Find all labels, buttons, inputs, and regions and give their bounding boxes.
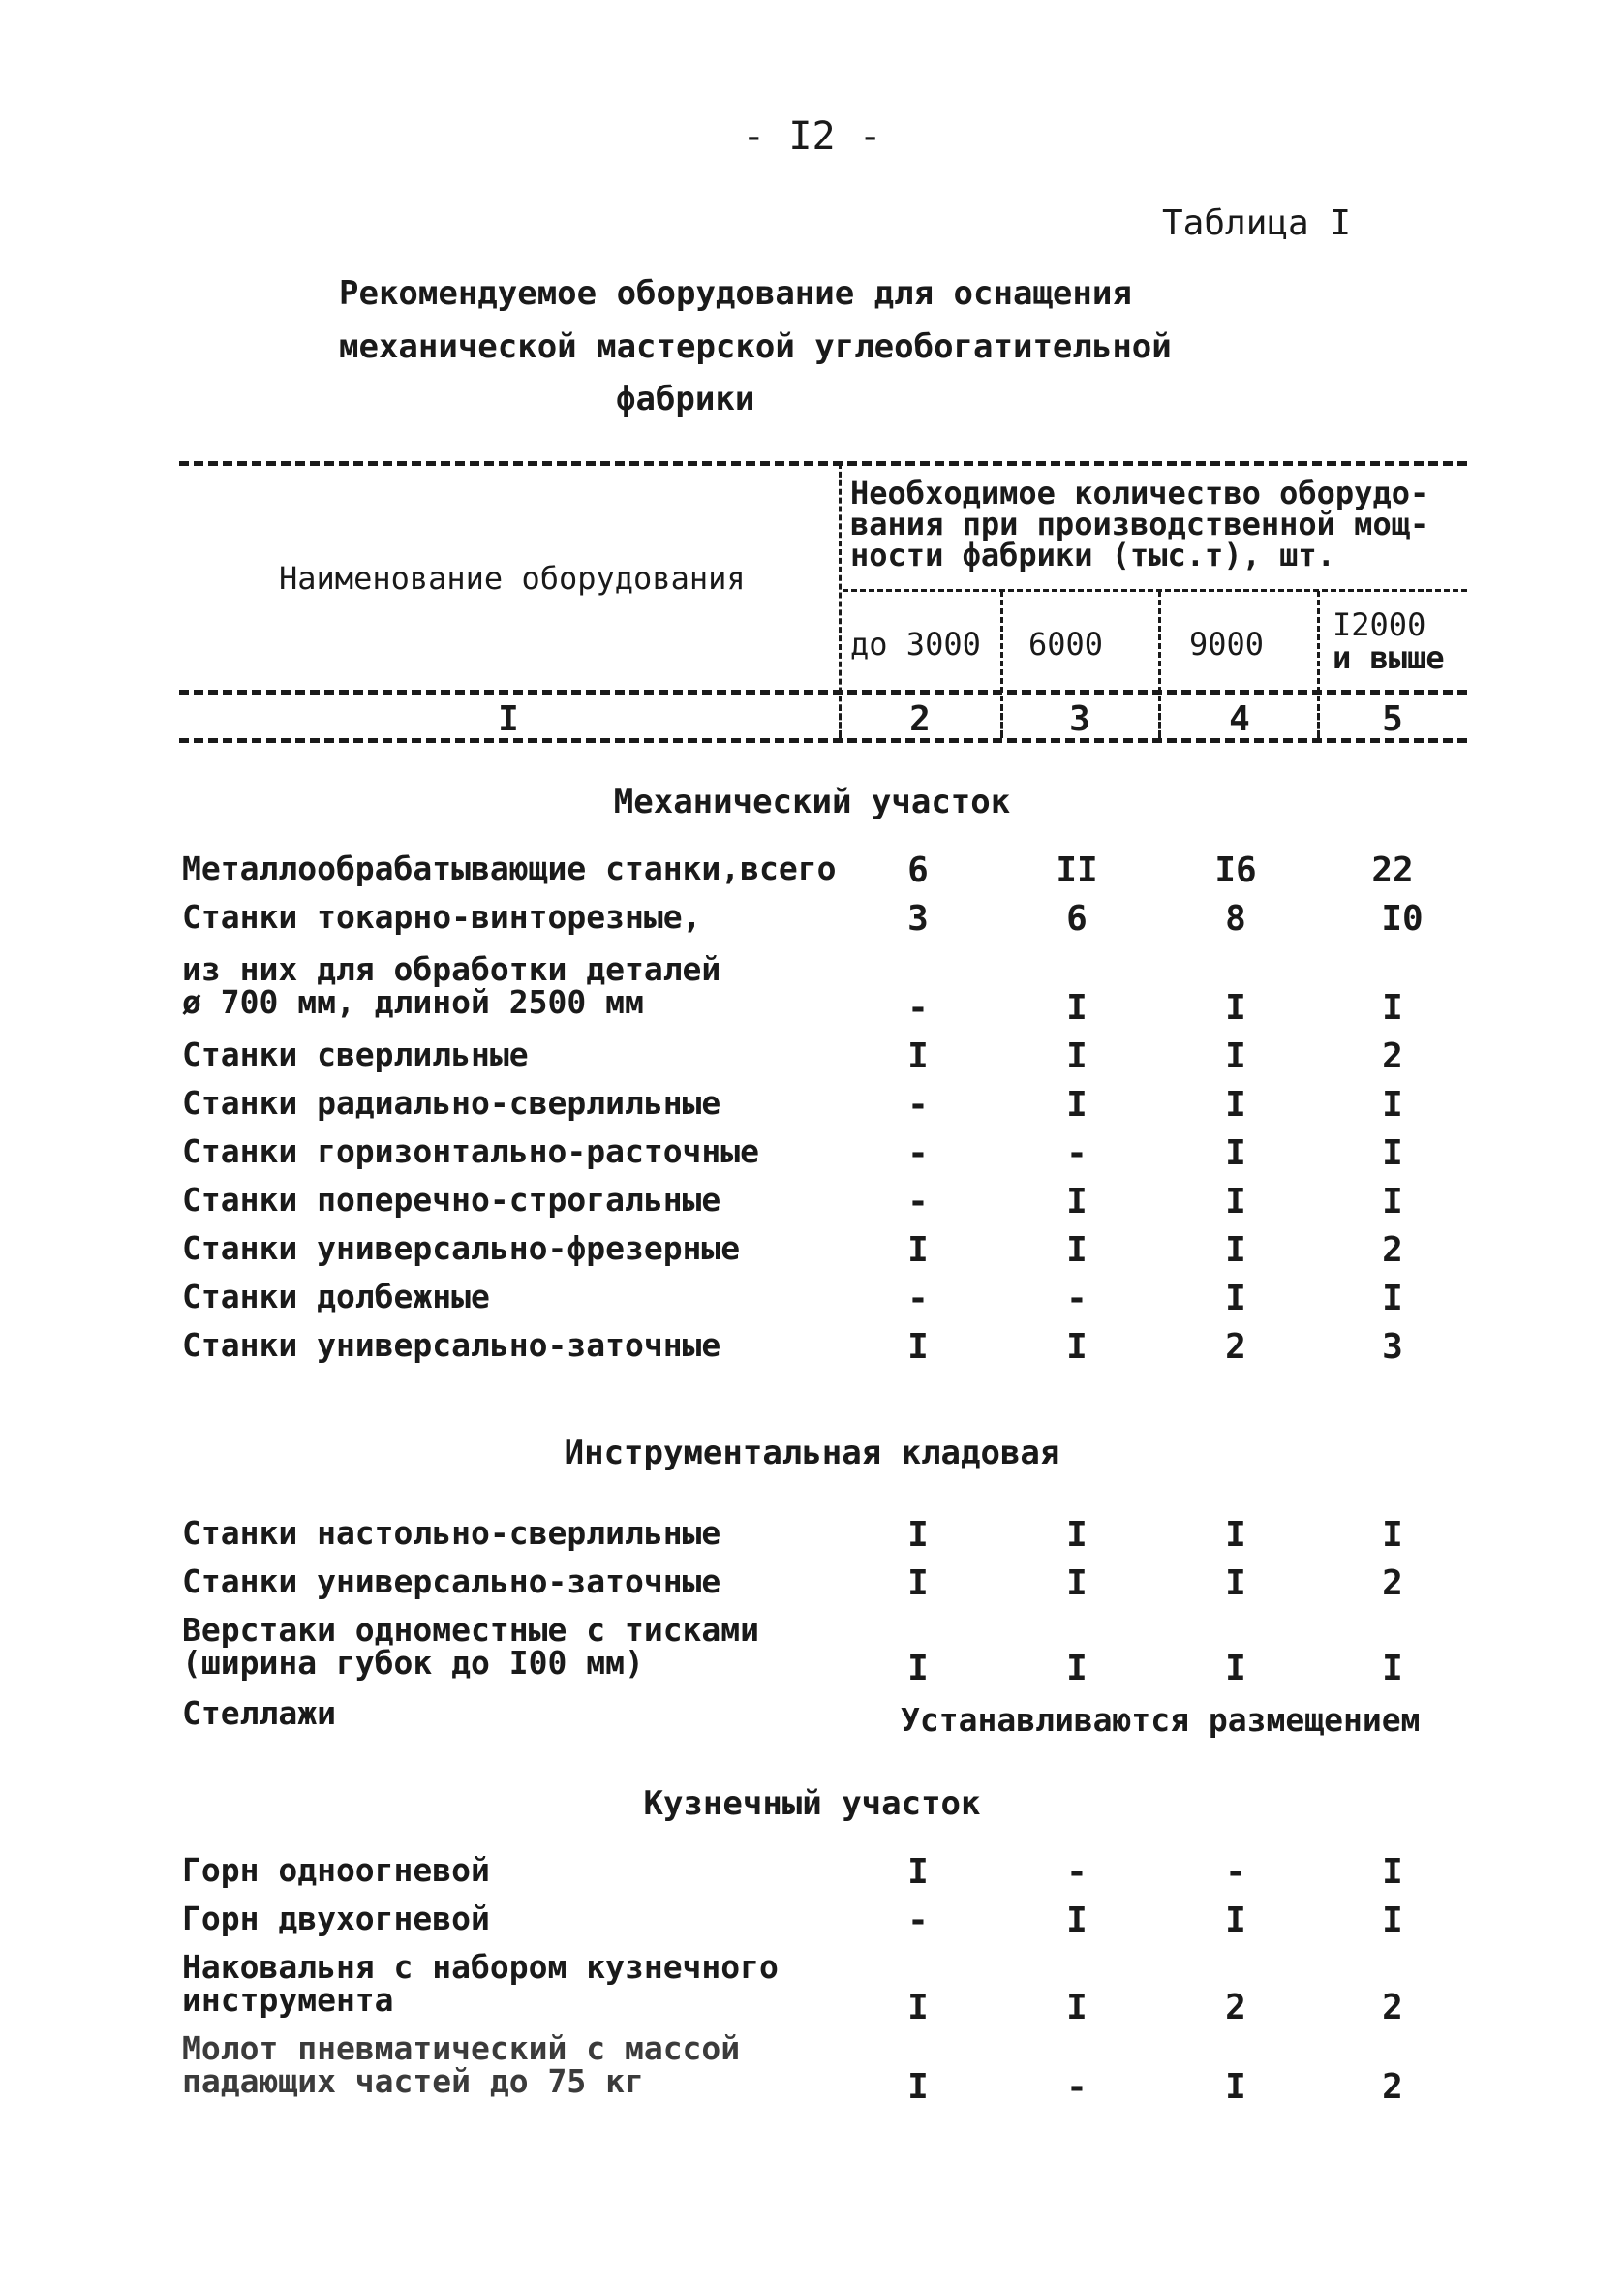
row-value: - — [907, 1085, 929, 1125]
column-number-3: 3 — [1069, 699, 1090, 739]
colnum-divider-4 — [1317, 705, 1320, 738]
row-value: I0 — [1381, 899, 1424, 939]
row-name: Станки долбежные — [182, 1278, 490, 1315]
row-value: I — [1382, 1649, 1403, 1688]
row-value: I — [1382, 1182, 1403, 1221]
column-number-4: 4 — [1229, 699, 1250, 739]
row-value: I — [1225, 1036, 1246, 1076]
row-value: 2 — [1382, 1036, 1403, 1076]
row-value: I — [1066, 1036, 1088, 1076]
column-number-1: I — [498, 699, 519, 739]
row-value: I — [1225, 1563, 1246, 1603]
row-value: 3 — [907, 899, 929, 939]
header-middle-rule — [179, 690, 1467, 695]
row-value: I — [1066, 1085, 1088, 1125]
row-value: I — [1382, 988, 1403, 1028]
row-name: Станки универсально-фрезерные — [182, 1229, 741, 1267]
row-value: I — [1225, 1515, 1246, 1555]
row-value: I — [1225, 1133, 1246, 1173]
header-divider-name — [839, 463, 842, 736]
row-name-cont: (ширина губок до I00 мм) — [182, 1644, 644, 1682]
row-value: I — [907, 1230, 929, 1270]
column-number-5: 5 — [1382, 699, 1403, 739]
row-value: I — [907, 1563, 929, 1603]
row-value: I — [1382, 1852, 1403, 1892]
section-title-forge: Кузнечный участок — [643, 1784, 981, 1823]
row-value: I — [1066, 1327, 1088, 1367]
row-value: II — [1056, 850, 1098, 890]
row-value: - — [907, 1279, 929, 1318]
row-value: - — [907, 988, 929, 1028]
row-value: I — [907, 2067, 929, 2107]
header-bottom-rule — [179, 738, 1467, 743]
row-value: I — [1225, 1085, 1246, 1125]
row-value: I — [1382, 1901, 1403, 1940]
row-value: - — [907, 1182, 929, 1221]
row-value: 2 — [1382, 1230, 1403, 1270]
row-value: - — [907, 1133, 929, 1173]
row-name: Горн одноогневой — [182, 1851, 490, 1889]
header-capacity-rule — [843, 589, 1467, 592]
header-capacity-2: 6000 — [1028, 626, 1104, 663]
header-capacity-4-suffix: и выше — [1333, 639, 1445, 676]
header-quantity-line-2: вания при производственной мощ- — [850, 506, 1429, 542]
row-value: I — [1225, 1230, 1246, 1270]
row-value: I — [907, 1036, 929, 1076]
row-value: I — [907, 1515, 929, 1555]
row-value: I — [1066, 1988, 1088, 2027]
row-name: Наковальня с набором кузнечного — [182, 1948, 779, 1986]
caption-line-1: Рекомендуемое оборудование для оснащения — [339, 274, 1132, 313]
row-name-cont: ø 700 мм, длиной 2500 мм — [182, 983, 644, 1021]
header-capacity-1: до 3000 — [850, 626, 981, 663]
row-value: 2 — [1225, 1988, 1246, 2027]
row-name: Станки поперечно-строгальные — [182, 1181, 721, 1219]
row-value: 2 — [1225, 1327, 1246, 1367]
row-value: I — [1382, 1279, 1403, 1318]
page-number: - I2 - — [742, 114, 882, 159]
row-value: I — [1066, 1649, 1088, 1688]
row-value: 3 — [1382, 1327, 1403, 1367]
row-name: Стеллажи — [182, 1694, 336, 1732]
header-quantity-line-1: Необходимое количество оборудо- — [850, 475, 1429, 511]
caption-line-2: механической мастерской углеобогатительной — [339, 327, 1172, 366]
section-title-mechanical: Механический участок — [613, 783, 1011, 821]
row-value: - — [1066, 1852, 1088, 1892]
header-top-rule — [179, 461, 1467, 466]
column-number-2: 2 — [909, 699, 931, 739]
row-name: Станки сверлильные — [182, 1036, 529, 1073]
row-value: I — [1066, 1230, 1088, 1270]
colnum-divider-2 — [1000, 705, 1003, 738]
row-value: 6 — [1066, 899, 1088, 939]
header-capacity-4: I2000 — [1333, 606, 1426, 643]
row-name: Верстаки одноместные с тисками — [182, 1611, 760, 1649]
row-value: 22 — [1371, 850, 1414, 890]
row-name: Станки радиально-сверлильные — [182, 1084, 721, 1122]
row-value: I — [907, 1988, 929, 2027]
row-name-cont: инструмента — [182, 1981, 394, 2019]
row-value: I — [1382, 1133, 1403, 1173]
row-name: Металлообрабатывающие станки,всего — [182, 850, 837, 887]
row-name: Станки настольно-сверлильные — [182, 1514, 721, 1552]
row-value: - — [1225, 1852, 1246, 1892]
row-value: I — [1066, 1563, 1088, 1603]
row-value: I — [1066, 1515, 1088, 1555]
row-name: Станки токарно-винторезные, — [182, 898, 702, 936]
row-value: 6 — [907, 850, 929, 890]
row-name: Станки универсально-заточные — [182, 1562, 721, 1600]
row-value: I — [907, 1327, 929, 1367]
row-value: I — [1225, 1182, 1246, 1221]
row-value: I — [1066, 988, 1088, 1028]
row-value: 2 — [1382, 2067, 1403, 2107]
row-value: I — [1225, 988, 1246, 1028]
header-capacity-3: 9000 — [1189, 626, 1265, 663]
row-value: 8 — [1225, 899, 1246, 939]
row-value: I — [1225, 1279, 1246, 1318]
row-value: I — [1225, 1649, 1246, 1688]
row-value: - — [1066, 2067, 1088, 2107]
row-value: I — [1066, 1901, 1088, 1940]
row-value: I — [907, 1649, 929, 1688]
header-quantity-line-3: ности фабрики (тыс.т), шт. — [850, 537, 1335, 573]
colnum-divider-3 — [1158, 705, 1161, 738]
row-value: I — [1225, 1901, 1246, 1940]
row-note: Устанавливаются размещением — [901, 1701, 1421, 1739]
row-value: I — [1382, 1515, 1403, 1555]
row-value: 2 — [1382, 1988, 1403, 2027]
row-value: I — [1382, 1085, 1403, 1125]
section-title-tool-storage: Инструментальная кладовая — [564, 1434, 1060, 1472]
row-value: I6 — [1214, 850, 1257, 890]
row-value: 2 — [1382, 1563, 1403, 1603]
row-name-cont: падающих частей до 75 кг — [182, 2062, 644, 2100]
row-name: Молот пневматический с массой — [182, 2029, 741, 2067]
row-value: I — [1066, 1182, 1088, 1221]
header-name-column: Наименование оборудования — [279, 560, 746, 597]
row-name: Станки горизонтально-расточные — [182, 1132, 760, 1170]
table-label: Таблица I — [1162, 203, 1352, 243]
row-name: Горн двухогневой — [182, 1900, 490, 1937]
row-value: - — [1066, 1133, 1088, 1173]
row-value: - — [1066, 1279, 1088, 1318]
row-name: Станки универсально-заточные — [182, 1326, 721, 1364]
row-value: I — [907, 1852, 929, 1892]
caption-line-3: фабрики — [616, 380, 755, 418]
colnum-divider-1 — [839, 705, 842, 738]
row-value: - — [907, 1901, 929, 1940]
row-value: I — [1225, 2067, 1246, 2107]
row-name: из них для обработки деталей — [182, 950, 721, 988]
